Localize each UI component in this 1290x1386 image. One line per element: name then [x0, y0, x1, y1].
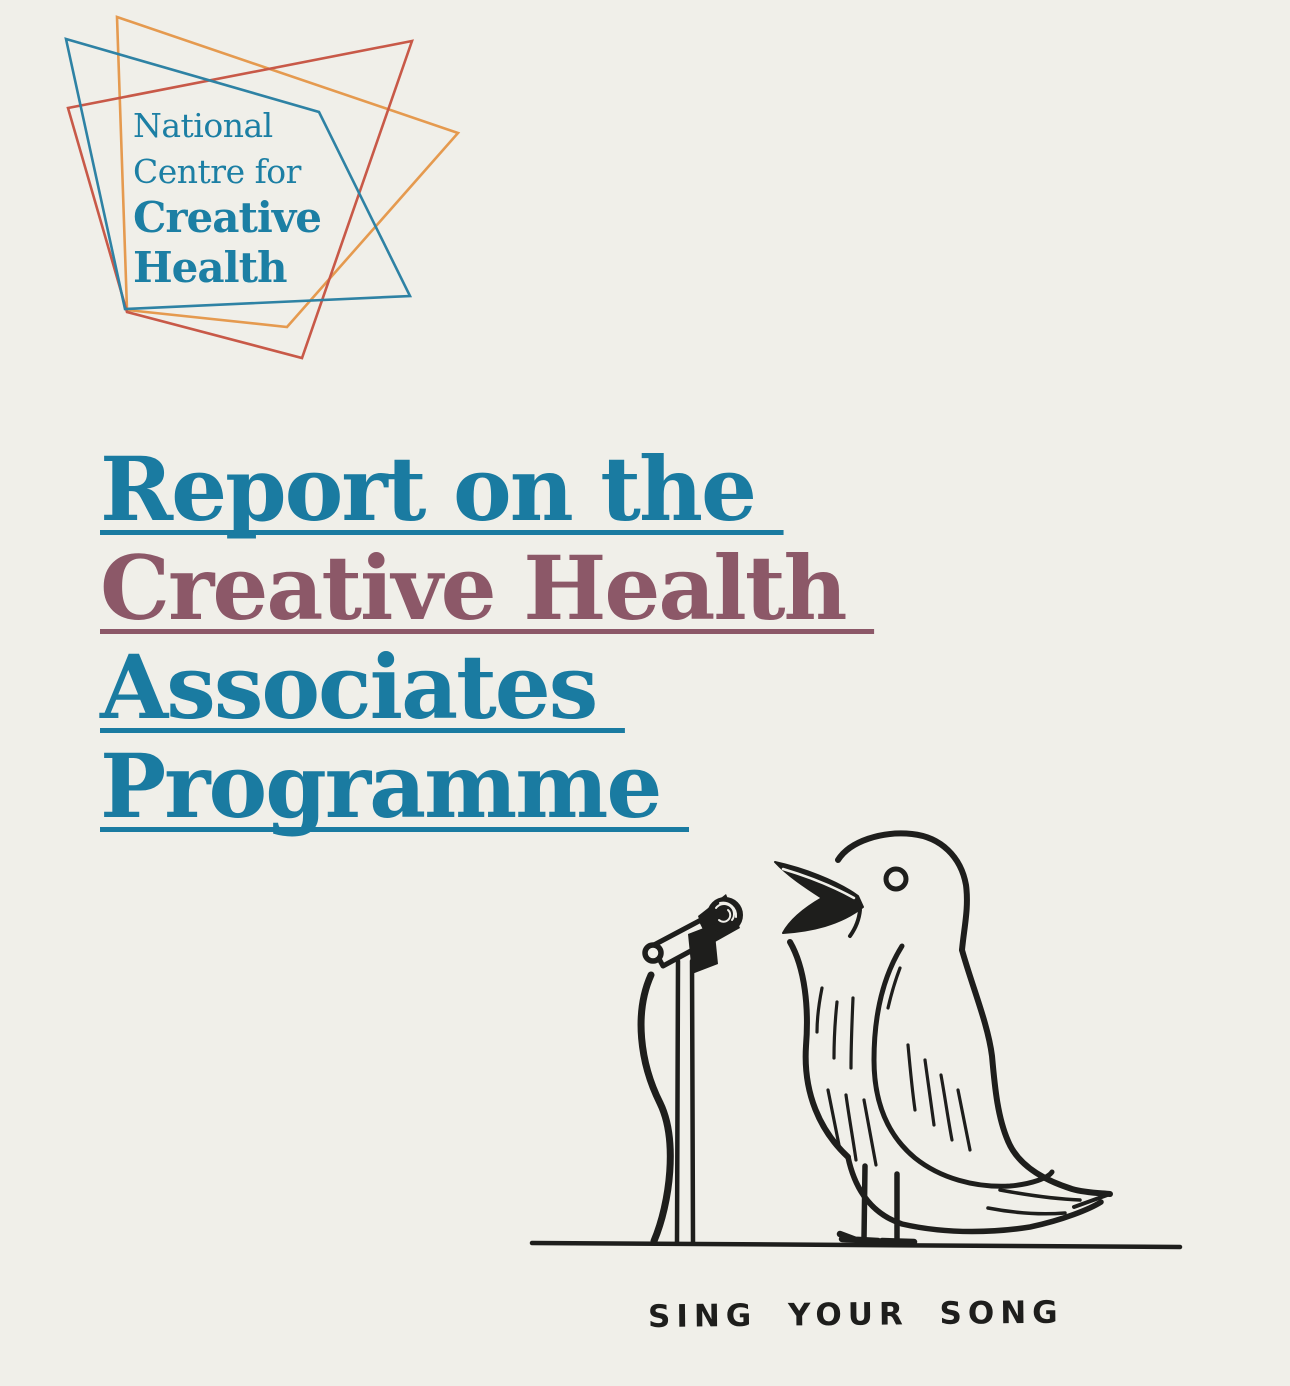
bird-back-and-tail	[962, 950, 1110, 1194]
mic-stand	[677, 961, 693, 1242]
ncch-logo	[55, 8, 467, 370]
bird-wing	[874, 946, 1052, 1186]
logo-text-line3: Creative	[133, 193, 321, 242]
bird-belly-outline	[848, 1157, 1101, 1232]
title-line	[100, 635, 874, 739]
microphone	[641, 894, 741, 1242]
page-title	[100, 437, 875, 838]
title-line-3: Associates	[100, 635, 625, 739]
title-line	[100, 437, 874, 541]
title-line-2: Creative Health	[100, 536, 875, 640]
mic-cable	[641, 975, 670, 1241]
bird-feet	[840, 1234, 914, 1242]
title-line-4: Programme	[100, 734, 689, 838]
ground-line	[532, 1243, 1180, 1247]
bird-illustration	[520, 828, 1210, 1268]
title-line	[100, 734, 874, 838]
logo-text-line1: National	[133, 106, 273, 145]
bird	[775, 833, 1110, 1242]
illustration-caption: SING YOUR SONG	[647, 1294, 1064, 1335]
bird-chest-outline	[790, 942, 848, 1157]
mic-butt-cap	[645, 945, 661, 961]
logo-text-line4: Health	[133, 243, 287, 292]
logo-wordmark	[133, 106, 321, 292]
bird-beak	[775, 862, 863, 933]
logo-text-line2: Centre for	[133, 152, 301, 191]
title-line-1: Report on the	[100, 437, 784, 541]
bird-eye	[886, 869, 906, 889]
title-line	[100, 536, 875, 640]
bird-tail-feather-lines	[988, 1190, 1080, 1214]
bird-head-outline	[838, 833, 967, 950]
